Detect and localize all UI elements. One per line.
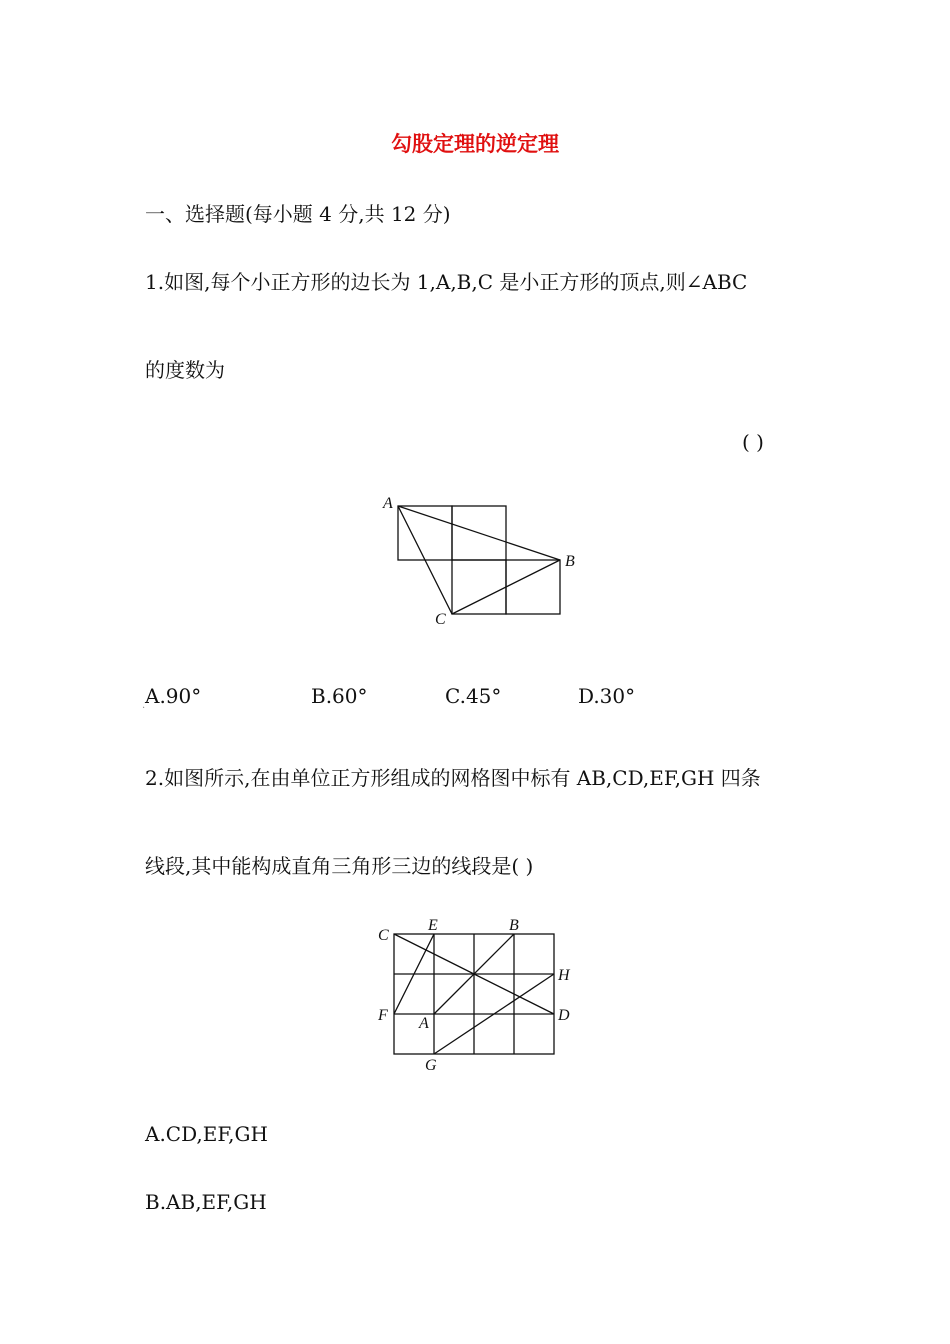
q2-label-c: C bbox=[378, 927, 389, 944]
q2-option-a[interactable]: A.CD,EF,GH bbox=[145, 1122, 268, 1146]
q1-grid-square bbox=[452, 560, 506, 614]
q1-grid-square bbox=[506, 560, 560, 614]
q2-label-g: G bbox=[425, 1057, 437, 1074]
q2-option-b[interactable]: B.AB,EF,GH bbox=[145, 1190, 267, 1214]
q2-label-a: A bbox=[419, 1015, 429, 1032]
q1-text-line1: 1.如图,每个小正方形的边长为 1,A,B,C 是小正方形的顶点,则∠ABC bbox=[145, 270, 748, 294]
stray-mark: . bbox=[142, 700, 146, 711]
q2-label-d: D bbox=[558, 1007, 570, 1024]
q2-text-line2: 线段,其中能构成直角三角形三边的线段是( ) bbox=[145, 854, 534, 878]
section-heading: 一、选择题(每小题 4 分,共 12 分) bbox=[145, 202, 451, 226]
q1-option-a[interactable]: A.90° bbox=[145, 684, 202, 708]
q1-text-line2: 的度数为 bbox=[145, 358, 225, 382]
page-title: 勾股定理的逆定理 bbox=[391, 132, 559, 156]
q1-option-d[interactable]: D.30° bbox=[578, 684, 636, 708]
q2-text-line1: 2.如图所示,在由单位正方形组成的网格图中标有 AB,CD,EF,GH 四条 bbox=[145, 766, 761, 790]
q2-label-f: F bbox=[378, 1007, 388, 1024]
q2-label-b: B bbox=[509, 917, 519, 934]
q1-grid-square bbox=[398, 506, 452, 560]
q1-option-b[interactable]: B.60° bbox=[311, 684, 368, 708]
q1-label-a: A bbox=[383, 495, 393, 512]
q1-figure bbox=[370, 488, 590, 628]
q1-option-c[interactable]: C.45° bbox=[445, 684, 502, 708]
q2-label-h: H bbox=[558, 967, 570, 984]
q1-segment-ab bbox=[398, 506, 560, 560]
q1-label-b: B bbox=[565, 553, 575, 570]
q1-answer-bracket: ( ) bbox=[742, 430, 764, 454]
q2-label-e: E bbox=[428, 917, 438, 934]
q1-label-c: C bbox=[435, 611, 446, 628]
q2-figure bbox=[370, 912, 580, 1077]
